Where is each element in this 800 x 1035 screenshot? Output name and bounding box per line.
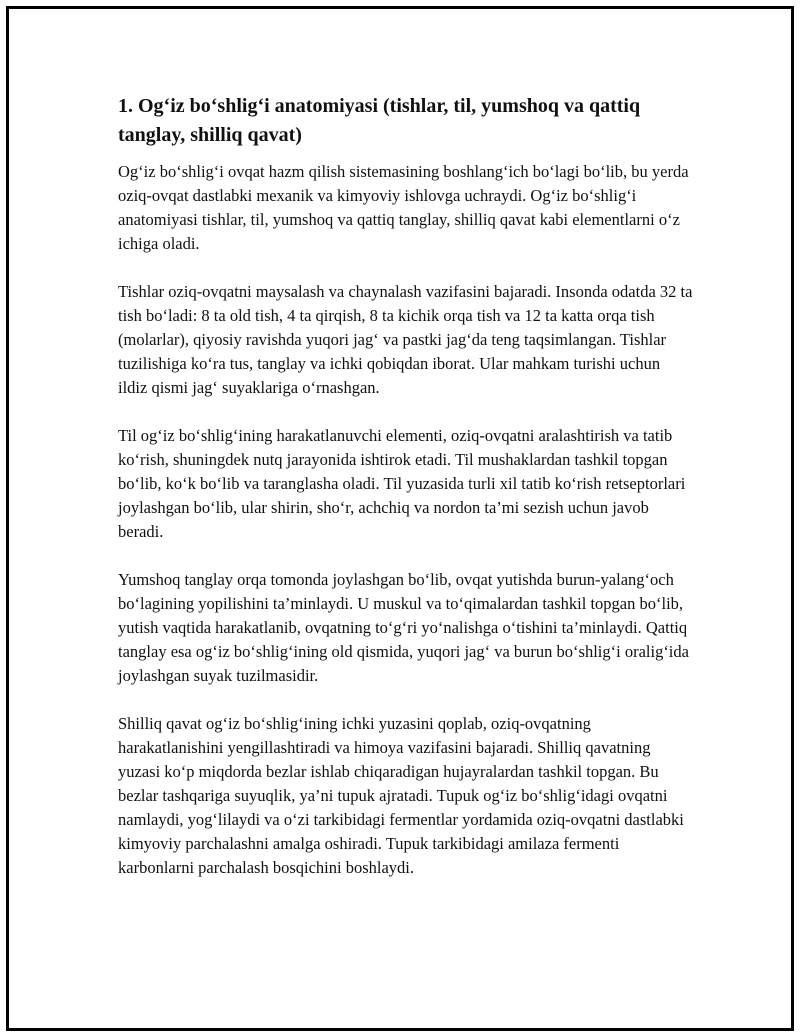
paragraph-teeth: Tishlar oziq-ovqatni maysalash va chaynalash vazifasini bajaradi. Insonda odatda 32 ta tish bo‘ladi: 8 ta old tish, 4 ta qirqish, 8 ta kichik orqa tish va 12 ta katta orqa tish (molarlar), qiyosiy ravishda yuqori jag‘ va pastki jag‘da teng taqsimlangan. Tishlar tuzilishiga ko‘ra tus, tanglay va ichki qobiqdan iborat. Ular mahkam turishi uchun ildiz qismi jag‘ suyaklariga o‘rnashgan. (118, 282, 693, 397)
paragraph-mucosa: Shilliq qavat og‘iz bo‘shlig‘ining ichki yuzasini qoplab, oziq-ovqatning harakatlanishini yengillashtiradi va himoya vazifasini bajaradi. Shilliq qavatning yuzasi ko‘p miqdorda bezlar ishlab chiqaradigan hujayralardan tashkil topgan. Bu bezlar tashqariga suyuqlik, ya’ni tupuk ajratadi. Tupuk og‘iz bo‘shlig‘idagi ovqatni namlaydi, yog‘lilaydi va o‘zi tarkibidagi fermentlar yordamida oziq-ovqatni dastlabki kimyoviy parchalashni amalga oshiradi. Tupuk tarkibidagi amilaza fermenti karbonlarni parchalash bosqichini boshlaydi. (118, 714, 684, 877)
section-heading: 1. Og‘iz bo‘shlig‘i anatomiyasi (tishlar, til, yumshoq va qattiq tanglay, shilliq qavat) (118, 95, 641, 146)
paragraph-intro: Og‘iz bo‘shlig‘i ovqat hazm qilish sistemasining boshlang‘ich bo‘lagi bo‘lib, bu yerda oziq-ovqat dastlabki mexanik va kimyoviy ishlovga uchraydi. Og‘iz bo‘shlig‘i anatomiyasi tishlar, til, yumshoq va qattiq tanglay, shilliq qavat kabi elementlarni o‘z ichiga oladi. (118, 162, 689, 253)
paragraph-tongue: Til og‘iz bo‘shlig‘ining harakatlanuvchi elementi, oziq-ovqatni aralashtirish va tatib ko‘rish, shuningdek nutq jarayonida ishtirok etadi. Til mushaklardan tashkil topgan bo‘lib, ko‘k bo‘lib va taranglasha oladi. Til yuzasida turli xil tatib ko‘rish retseptorlari joylashgan bo‘lib, ular shirin, sho‘r, achchiq va nordon ta’mi sezish uchun javob beradi. (118, 426, 686, 541)
paragraph-palate: Yumshoq tanglay orqa tomonda joylashgan bo‘lib, ovqat yutishda burun-yalang‘och bo‘lagining yopilishini ta’minlaydi. U muskul va to‘qimalardan tashkil topgan bo‘lib, yutish vaqtida harakatlanib, ovqatning to‘g‘ri yo‘nalishga o‘tishini ta’minlaydi. Qattiq tanglay esa og‘iz bo‘shlig‘ining old qismida, yuqori jag‘ va burun bo‘shlig‘i oralig‘ida joylashgan suyak tuzilmasidir. (118, 570, 689, 685)
document-body (118, 92, 693, 904)
